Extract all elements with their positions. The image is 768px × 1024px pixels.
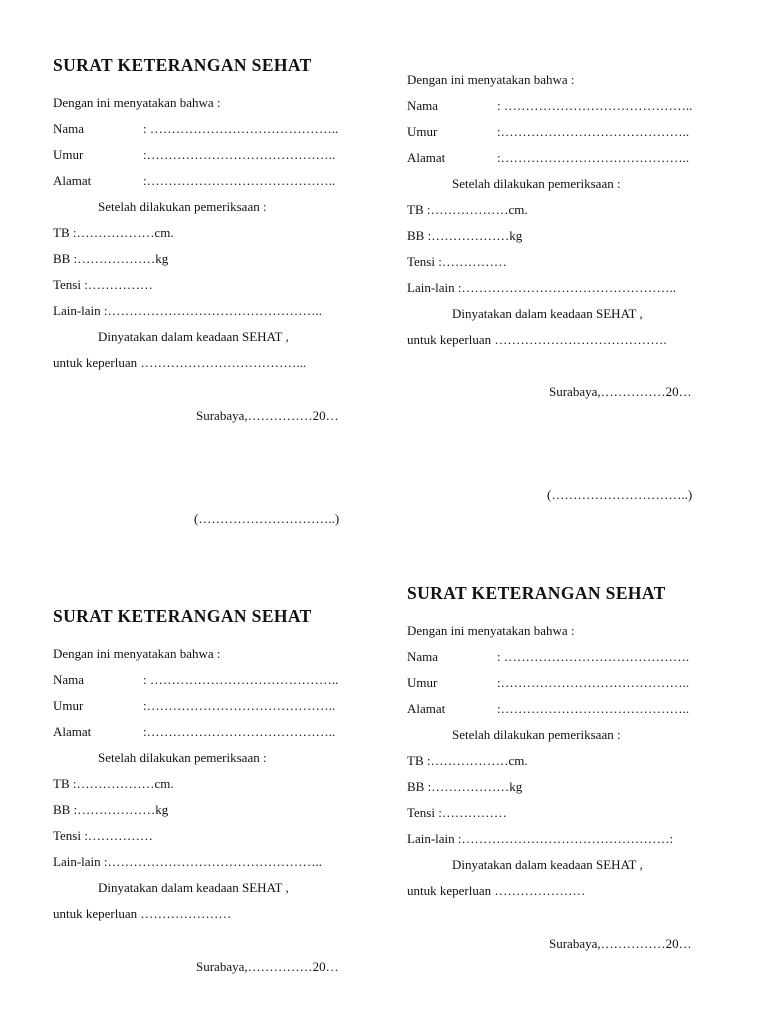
umur-field[interactable]: :……………………………………..: [497, 124, 690, 139]
nama-field[interactable]: : …………………………………….: [497, 649, 690, 664]
intro-text: Dengan ini menyatakan bahwa :: [53, 646, 221, 661]
intro-text: Dengan ini menyatakan bahwa :: [407, 72, 575, 87]
umur-label: Umur: [407, 124, 438, 139]
signature-field[interactable]: (…………………………..): [194, 511, 340, 526]
form-title: SURAT KETERANGAN SEHAT: [407, 583, 666, 603]
umur-field[interactable]: :……………………………………..: [497, 675, 690, 690]
tensi-field[interactable]: Tensi :……………: [53, 277, 153, 292]
nama-label: Nama: [407, 649, 439, 664]
lain-lain-field[interactable]: Lain-lain :…………………………………………..: [407, 280, 677, 295]
lain-lain-field[interactable]: Lain-lain :…………………………………………..: [53, 303, 323, 318]
tensi-field[interactable]: Tensi :……………: [407, 254, 507, 269]
alamat-label: Alamat: [407, 701, 446, 716]
nama-field[interactable]: : ……………………………………..: [497, 98, 693, 113]
tb-field[interactable]: TB :………………cm.: [407, 202, 528, 217]
umur-label: Umur: [53, 698, 84, 713]
alamat-field[interactable]: :……………………………………..: [497, 701, 690, 716]
statement-text: Dinyatakan dalam keadaan SEHAT ,: [452, 306, 643, 321]
city-date-field[interactable]: Surabaya,……………20…: [196, 959, 339, 974]
city-date-field[interactable]: Surabaya,……………20…: [549, 936, 692, 951]
tb-field[interactable]: TB :………………cm.: [53, 225, 174, 240]
exam-text: Setelah dilakukan pemeriksaan :: [452, 176, 621, 191]
city-date-field[interactable]: Surabaya,……………20…: [196, 408, 339, 423]
umur-label: Umur: [53, 147, 84, 162]
signature-field[interactable]: (…………………………..): [547, 487, 693, 502]
tb-field[interactable]: TB :………………cm.: [53, 776, 174, 791]
alamat-field[interactable]: :……………………………………..: [497, 150, 690, 165]
nama-label: Nama: [407, 98, 439, 113]
nama-label: Nama: [53, 121, 85, 136]
umur-label: Umur: [407, 675, 438, 690]
alamat-label: Alamat: [407, 150, 446, 165]
exam-text: Setelah dilakukan pemeriksaan :: [452, 727, 621, 742]
purpose-field[interactable]: untuk keperluan …………………: [53, 906, 232, 921]
bb-field[interactable]: BB :………………kg: [53, 802, 169, 817]
alamat-field[interactable]: :……………………………………..: [143, 724, 336, 739]
statement-text: Dinyatakan dalam keadaan SEHAT ,: [452, 857, 643, 872]
purpose-field[interactable]: untuk keperluan …………………: [407, 883, 586, 898]
purpose-field[interactable]: untuk keperluan ………………………………...: [53, 355, 307, 370]
nama-label: Nama: [53, 672, 85, 687]
alamat-field[interactable]: :……………………………………..: [143, 173, 336, 188]
form-title: SURAT KETERANGAN SEHAT: [53, 55, 312, 75]
tensi-field[interactable]: Tensi :……………: [53, 828, 153, 843]
tb-field[interactable]: TB :………………cm.: [407, 753, 528, 768]
intro-text: Dengan ini menyatakan bahwa :: [53, 95, 221, 110]
bb-field[interactable]: BB :………………kg: [53, 251, 169, 266]
exam-text: Setelah dilakukan pemeriksaan :: [98, 750, 267, 765]
city-date-field[interactable]: Surabaya,……………20…: [549, 384, 692, 399]
nama-field[interactable]: : ……………………………………..: [143, 672, 339, 687]
intro-text: Dengan ini menyatakan bahwa :: [407, 623, 575, 638]
bb-field[interactable]: BB :………………kg: [407, 228, 523, 243]
umur-field[interactable]: :……………………………………..: [143, 147, 336, 162]
tensi-field[interactable]: Tensi :……………: [407, 805, 507, 820]
alamat-label: Alamat: [53, 173, 92, 188]
form-title: SURAT KETERANGAN SEHAT: [53, 606, 312, 626]
statement-text: Dinyatakan dalam keadaan SEHAT ,: [98, 880, 289, 895]
umur-field[interactable]: :……………………………………..: [143, 698, 336, 713]
statement-text: Dinyatakan dalam keadaan SEHAT ,: [98, 329, 289, 344]
lain-lain-field[interactable]: Lain-lain :…………………………………………:: [407, 831, 674, 846]
nama-field[interactable]: : ……………………………………..: [143, 121, 339, 136]
lain-lain-field[interactable]: Lain-lain :…………………………………………..: [53, 854, 323, 869]
exam-text: Setelah dilakukan pemeriksaan :: [98, 199, 267, 214]
alamat-label: Alamat: [53, 724, 92, 739]
bb-field[interactable]: BB :………………kg: [407, 779, 523, 794]
purpose-field[interactable]: untuk keperluan ………………………………….: [407, 332, 667, 347]
